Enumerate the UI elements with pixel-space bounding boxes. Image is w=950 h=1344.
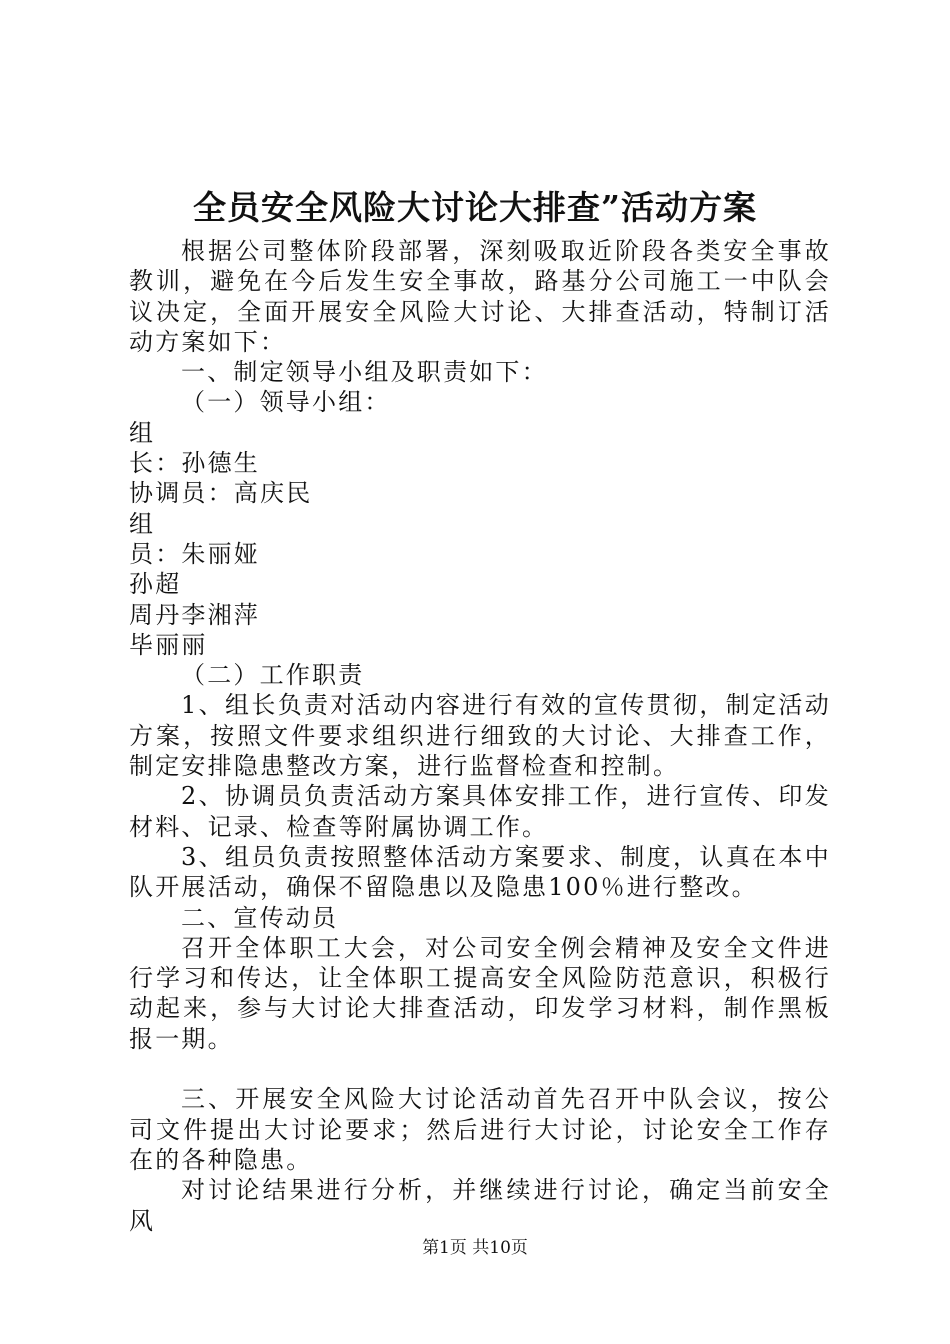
member-line: 孙超: [129, 570, 182, 599]
member-line: 周丹李湘萍: [129, 600, 260, 629]
subsection-heading-duties: （二）工作职责: [181, 661, 365, 690]
member-line: 组: [129, 509, 156, 538]
member-line: 毕丽丽: [129, 630, 208, 659]
member-line: 长：孙德生: [129, 449, 260, 478]
document-body: [129, 236, 831, 1236]
member-line: 组: [129, 418, 156, 447]
blank-line: [129, 1054, 831, 1084]
member-line: 员：朱丽娅: [129, 539, 260, 568]
intro-paragraph: 根据公司整体阶段部署，深刻吸取近阶段各类安全事故教训，避免在今后发生安全事故，路基分公司施工一中队会议决定，全面开展安全风险大讨论、大排查活动，特制订活动方案如下：: [129, 237, 831, 356]
body-paragraph: 对讨论结果进行分析，并继续进行讨论，确定当前安全风: [129, 1176, 831, 1235]
body-paragraph: 召开全体职工大会，对公司安全例会精神及安全文件进行学习和传达，让全体职工提高安全风险防范意识，积极行动起来，参与大讨论大排查活动，印发学习材料，制作黑板报一期。: [129, 933, 831, 1053]
section-heading-3-paragraph: 三、开展安全风险大讨论活动首先召开中队会议，按公司文件提出大讨论要求；然后进行大讨论，讨论安全工作存在的各种隐患。: [129, 1085, 831, 1174]
duty-paragraph: 2、协调员负责活动方案具体安排工作，进行宣传、印发材料、记录、检查等附属协调工作。: [129, 782, 831, 841]
section-heading-1: 一、制定领导小组及职责如下：: [181, 358, 548, 387]
duty-paragraph: 1、组长负责对活动内容进行有效的宣传贯彻，制定活动方案，按照文件要求组织进行细致的大讨论、大排查工作，制定安排隐患整改方案，进行监督检查和控制。: [129, 691, 831, 781]
duty-paragraph: 3、组员负责按照整体活动方案要求、制度，认真在本中队开展活动，确保不留隐患以及隐患100％进行整改。: [129, 842, 831, 902]
section-heading-2: 二、宣传动员: [181, 903, 339, 932]
subsection-heading-leadership: （一）领导小组：: [181, 388, 391, 417]
page-footer: 第1页 共10页: [422, 1238, 528, 1258]
document-title: 全员安全风险大讨论大排查”活动方案: [193, 188, 757, 227]
member-line: 协调员：高庆民: [129, 479, 313, 508]
